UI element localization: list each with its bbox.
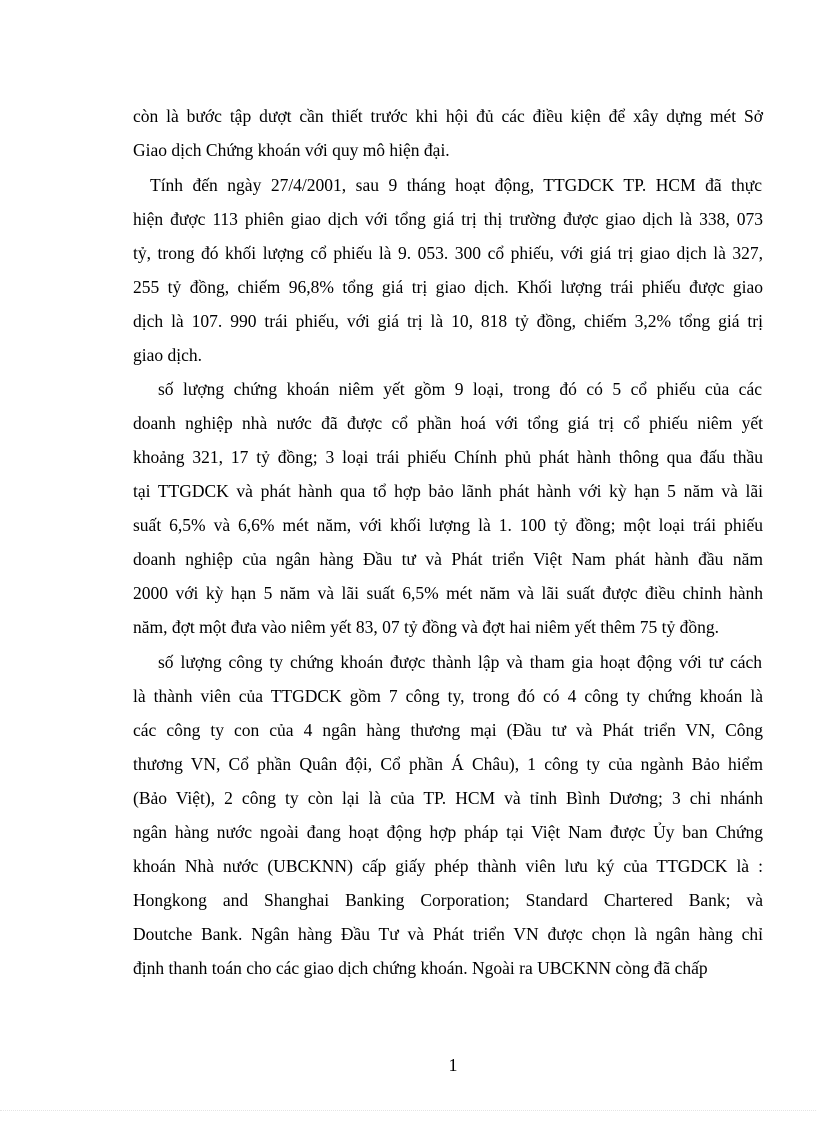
- body-text-line: còn là bước tập dượt cần thiết trước khi hội đủ các điều kiện để xây dựng mét Sở: [133, 106, 763, 126]
- body-text-line: định thanh toán cho các giao dịch chứng khoán. Ngoài ra UBCKNN còng đã chấp: [133, 958, 708, 978]
- body-text-line: Tính đến ngày 27/4/2001, sau 9 tháng hoạt động, TTGDCK TP. HCM đã thực: [150, 175, 762, 195]
- page-number: 1: [448, 1055, 458, 1075]
- body-text-line: khoán Nhà nước (UBCKNN) cấp giấy phép thành viên lưu ký của TTGDCK là :: [133, 856, 763, 876]
- body-text-line: doanh nghiệp của ngân hàng Đầu tư và Phát triển Việt Nam phát hành đầu năm: [133, 549, 763, 569]
- body-text-line: khoảng 321, 17 tỷ đồng; 3 loại trái phiếu Chính phủ phát hành thông qua đấu thầu: [133, 447, 763, 467]
- body-text-line: số lượng chứng khoán niêm yết gồm 9 loại, trong đó có 5 cổ phiếu của các: [158, 379, 762, 399]
- body-text-line: dịch là 107. 990 trái phiếu, với giá trị là 10, 818 tỷ đồng, chiếm 3,2% tổng giá trị: [133, 311, 763, 331]
- body-text-line: các công ty con của 4 ngân hàng thương mại (Đầu tư và Phát triển VN, Công: [133, 720, 763, 740]
- page-bottom-divider: [0, 1110, 816, 1111]
- body-text-line: Hongkong and Shanghai Banking Corporation; Standard Chartered Bank; và: [133, 890, 763, 910]
- body-text-line: (Bảo Việt), 2 công ty còn lại là của TP. HCM và tỉnh Bình Dương; 3 chi nhánh: [133, 788, 763, 808]
- body-text-line: ngân hàng nước ngoài đang hoạt động hợp pháp tại Việt Nam được Ủy ban Chứng: [133, 822, 763, 842]
- body-text-line: giao dịch.: [133, 345, 203, 365]
- body-text-line: năm, đợt một đưa vào niêm yết 83, 07 tỷ đồng và đợt hai niêm yết thêm 75 tỷ đồng.: [133, 617, 719, 637]
- body-text-line: doanh nghiệp nhà nước đã được cổ phần hoá với tổng giá trị cổ phiếu niêm yết: [133, 413, 763, 433]
- body-text-line: Doutche Bank. Ngân hàng Đầu Tư và Phát triển VN được chọn là ngân hàng chỉ: [133, 924, 763, 944]
- body-text-line: 2000 với kỳ hạn 5 năm và lãi suất 6,5% mét năm và lãi suất được điều chỉnh hành: [133, 583, 763, 603]
- body-text-line: là thành viên của TTGDCK gồm 7 công ty, trong đó có 4 công ty chứng khoán là: [133, 686, 763, 706]
- body-text-line: số lượng công ty chứng khoán được thành lập và tham gia hoạt động với tư cách: [158, 652, 762, 672]
- body-text-line: Giao dịch Chứng khoán với quy mô hiện đại.: [133, 140, 450, 160]
- body-text-line: 255 tỷ đồng, chiếm 96,8% tổng giá trị giao dịch. Khối lượng trái phiếu được giao: [133, 277, 763, 297]
- body-text-line: thương VN, Cổ phần Quân đội, Cổ phần Á Châu), 1 công ty của ngành Bảo hiểm: [133, 754, 763, 774]
- body-text-line: tại TTGDCK và phát hành qua tổ hợp bảo lãnh phát hành với kỳ hạn 5 năm và lãi: [133, 481, 763, 501]
- body-text-line: tỷ, trong đó khối lượng cổ phiếu là 9. 053. 300 cổ phiếu, với giá trị giao dịch là 327,: [133, 243, 763, 263]
- body-text-line: hiện được 113 phiên giao dịch với tổng giá trị thị trường được giao dịch là 338, 073: [133, 209, 763, 229]
- body-text-line: suất 6,5% và 6,6% mét năm, với khối lượng là 1. 100 tỷ đồng; một loại trái phiếu: [133, 515, 763, 535]
